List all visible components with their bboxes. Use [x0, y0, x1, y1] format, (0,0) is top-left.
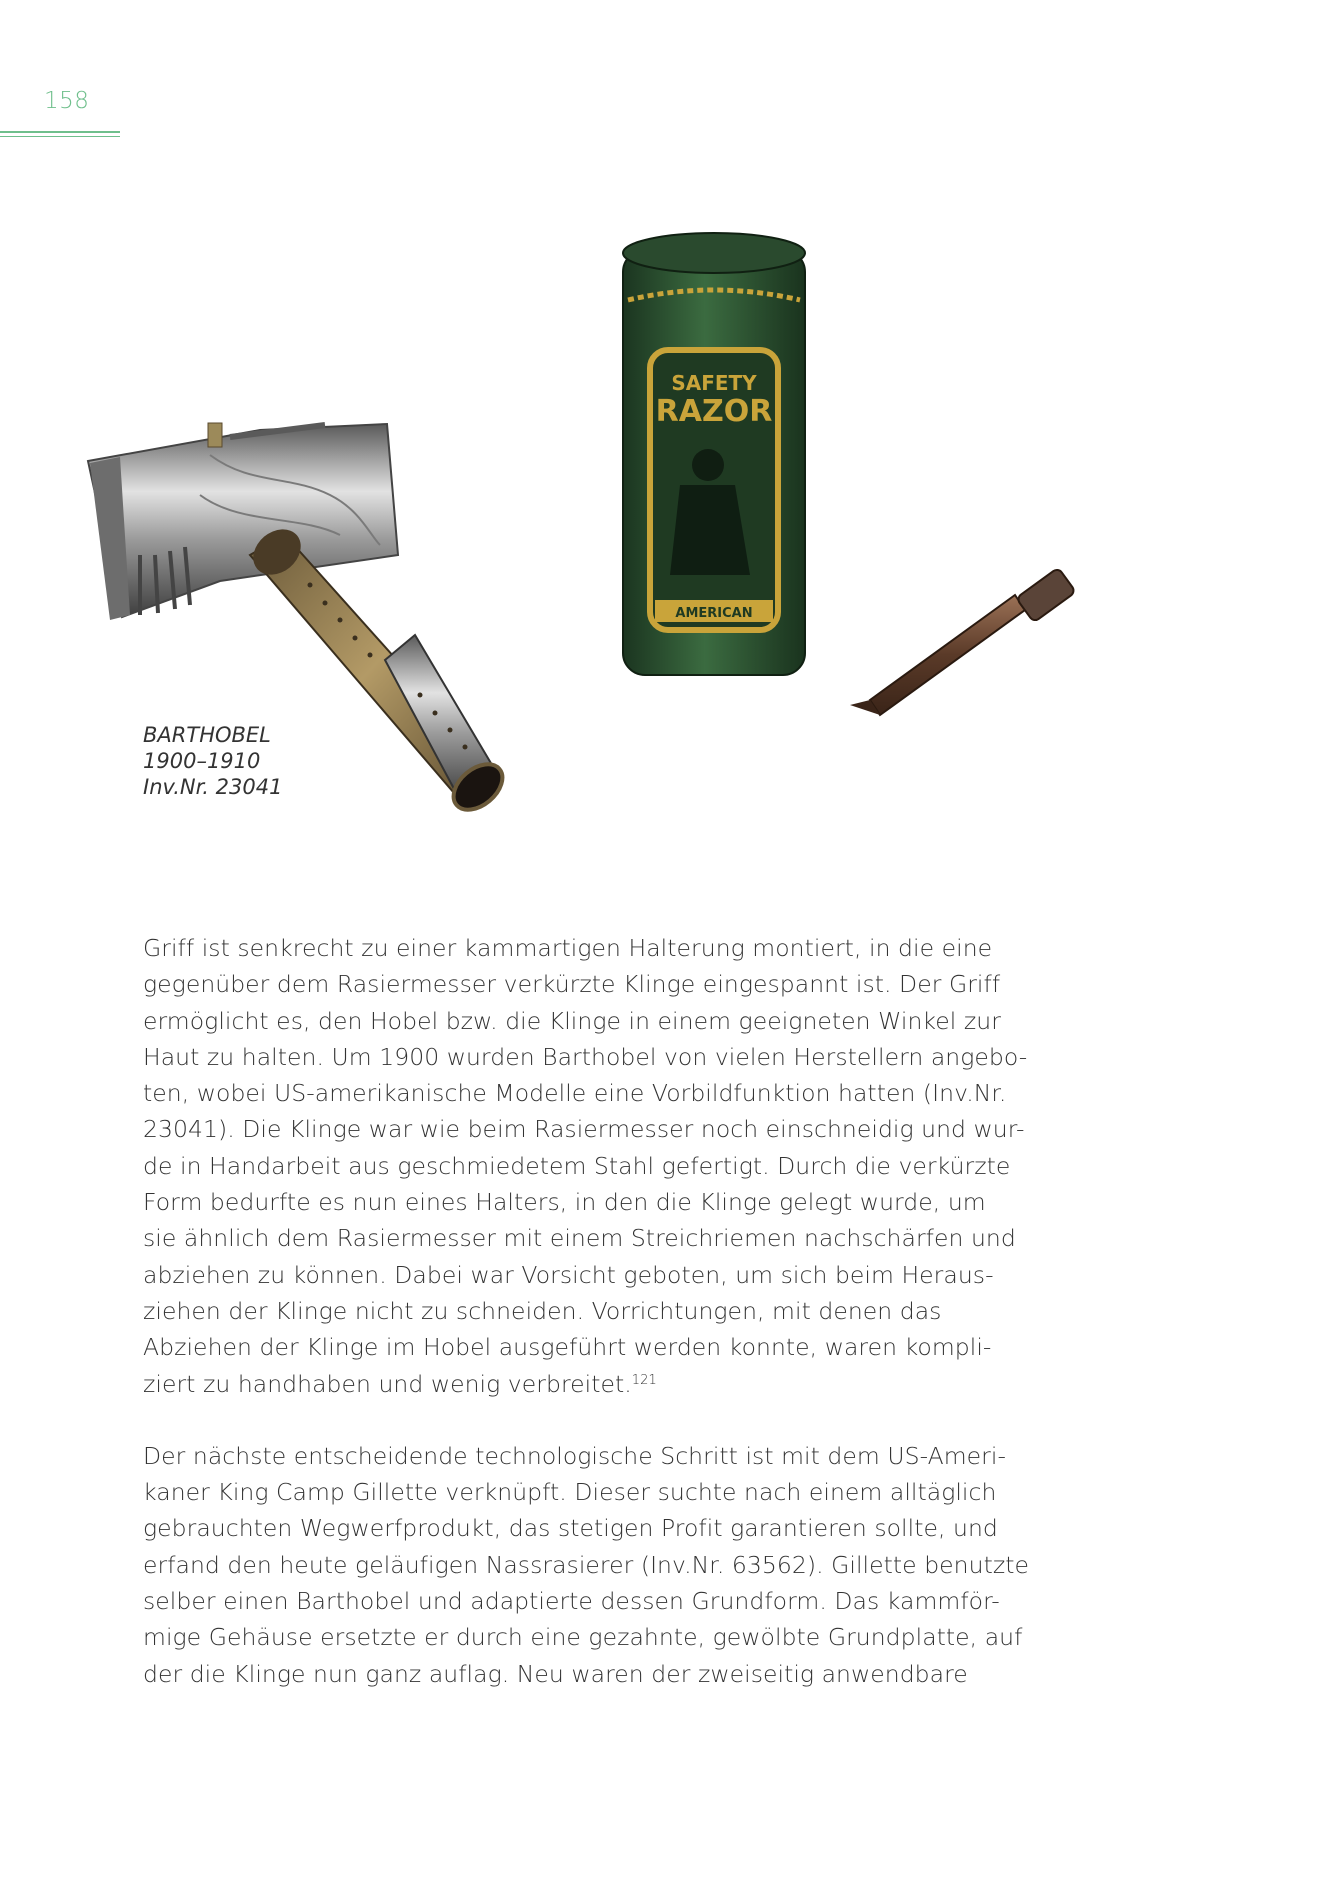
body-text	[143, 930, 1053, 1692]
text-line: gebrauchten Wegwerfprodukt, das stetigen Profit garantieren sollte, und	[143, 1514, 998, 1543]
text-line: ten, wobei US-amerikanische Modelle eine Vorbildfunktion hatten (Inv.Nr.	[143, 1079, 1007, 1108]
header-rule-thin	[0, 136, 120, 137]
razor-tin	[623, 233, 805, 675]
text-line: mige Gehäuse ersetzte er durch eine gezahnte, gewölbte Grundplatte, auf	[143, 1623, 1023, 1652]
tin-label-top: SAFETY	[671, 371, 757, 395]
text-line: gegenüber dem Rasiermesser verkürzte Klinge eingespannt ist. Der Griff	[143, 970, 1001, 999]
text-line: 23041). Die Klinge war wie beim Rasiermesser noch einschneidig und wur-	[143, 1115, 1025, 1144]
razor-handle	[244, 520, 511, 815]
page-number: 158	[44, 88, 90, 114]
caption-title: BARTHOBEL	[143, 723, 271, 747]
paragraph-1	[143, 930, 1053, 1402]
text-line: abziehen zu können. Dabei war Vorsicht geboten, um sich beim Heraus-	[143, 1260, 994, 1289]
text-line-last	[143, 1366, 1053, 1402]
text-line: Haut zu halten. Um 1900 wurden Barthobel von vielen Herstellern angebo-	[143, 1042, 1028, 1071]
paragraph-2	[143, 1438, 1053, 1692]
text-line: selber einen Barthobel und adaptierte dessen Grundform. Das kammför-	[143, 1587, 1000, 1616]
text-line-content: ziert zu handhaben und wenig verbreitet.	[143, 1369, 632, 1398]
tin-label-bottom: AMERICAN	[675, 606, 753, 621]
text-line: erfand den heute geläufigen Nassrasierer (Inv.Nr. 63562). Gillette benutzte	[143, 1550, 1029, 1579]
text-line: Form bedurfte es nun eines Halters, in den die Klinge gelegt wurde, um	[143, 1188, 986, 1217]
figure-caption	[143, 722, 282, 800]
text-line: kaner King Camp Gillette verknüpft. Dieser suchte nach einem alltäglich	[143, 1478, 997, 1507]
text-line: ermöglicht es, den Hobel bzw. die Klinge in einem geeigneten Winkel zur	[143, 1006, 1001, 1035]
paragraph-gap	[143, 1402, 1053, 1438]
caption-date: 1900–1910	[143, 749, 261, 773]
caption-inventory-number: Inv.Nr. 23041	[143, 775, 283, 799]
blade-tool	[850, 568, 1076, 715]
text-line: sie ähnlich dem Rasiermesser mit einem Streichriemen nachschärfen und	[143, 1224, 1016, 1253]
header-rule	[0, 131, 120, 133]
text-line: Abziehen der Klinge im Hobel ausgeführt werden konnte, waren kompli-	[143, 1333, 992, 1362]
text-line: der die Klinge nun ganz auflag. Neu waren der zweiseitig anwendbare	[143, 1659, 968, 1688]
text-line: Der nächste entscheidende technologische Schritt ist mit dem US-Ameri-	[143, 1441, 1006, 1470]
tin-label-main: RAZOR	[655, 394, 773, 429]
text-line: de in Handarbeit aus geschmiedetem Stahl gefertigt. Durch die verkürzte	[143, 1151, 1011, 1180]
text-line: Griff ist senkrecht zu einer kammartigen Halterung montiert, in die eine	[143, 934, 993, 962]
text-line: ziehen der Klinge nicht zu schneiden. Vorrichtungen, mit denen das	[143, 1296, 942, 1325]
footnote-reference[interactable]: 121	[631, 1372, 657, 1388]
razor-head	[88, 423, 398, 620]
